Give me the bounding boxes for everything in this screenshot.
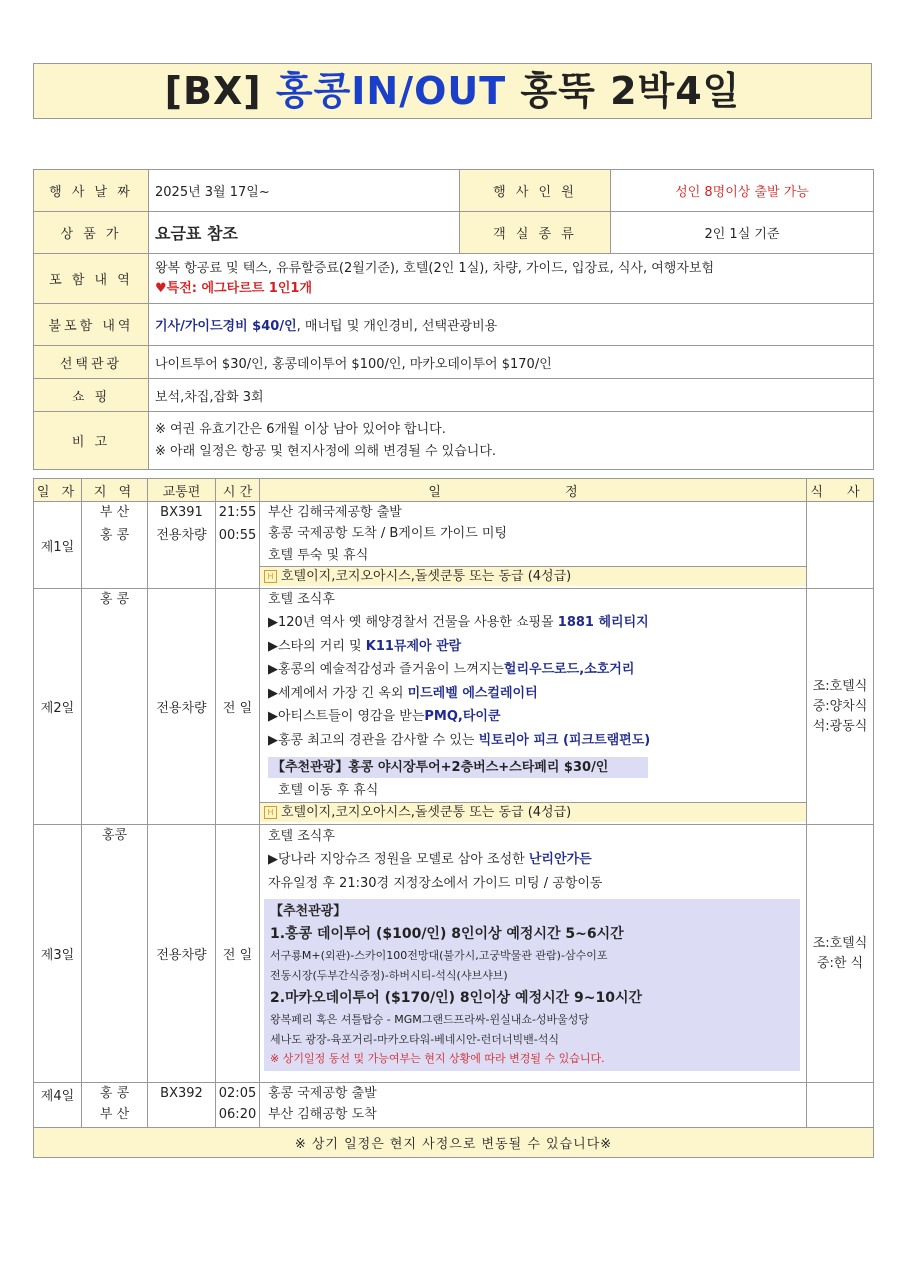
- day1-region1: 부 산: [99, 505, 130, 520]
- day3-bullet1: [260, 848, 806, 872]
- day2-bullet6-text: ▶홍콩 최고의 경관을 감사할 수 있는: [268, 732, 479, 748]
- hotel-icon: H: [264, 570, 277, 583]
- day4-line1: 홍콩 국제공항 출발: [268, 1086, 377, 1101]
- note-value: [149, 412, 874, 470]
- day3-rec-title: 【추천관광】: [270, 904, 347, 919]
- header-meal: 식 사: [807, 479, 874, 502]
- day2-bullet1-text: ▶120년 역사 옛 해양경찰서 건물을 사용한 쇼핑몰: [268, 615, 558, 630]
- schedule-table: [33, 478, 874, 1158]
- exclude-value: [149, 304, 874, 346]
- day3-region-text: 홍콩: [101, 828, 128, 843]
- note-label: 비 고: [34, 412, 149, 470]
- date-label: 행 사 날 짜: [34, 170, 149, 212]
- day2-hotel: [260, 802, 806, 822]
- room-value: 2인 1실 기준: [611, 212, 874, 254]
- day2-bullet4-text: ▶세계에서 가장 긴 옥외: [268, 685, 408, 701]
- header-day: 일 자: [34, 479, 82, 502]
- day2-region-text: 홍 콩: [99, 592, 130, 607]
- exclude-label: 불포함 내역: [34, 304, 149, 346]
- day2-bullet2-highlight: K11뮤제아 관람: [365, 638, 462, 654]
- day1-line3: 호텔 투숙 및 휴식: [268, 547, 369, 563]
- day4-itinerary: [260, 1083, 807, 1128]
- footer-note: ※ 상기 일정은 현지 사정으로 변동될 수 있습니다※: [34, 1128, 874, 1158]
- people-label: 행 사 인 원: [460, 170, 611, 212]
- day1-row: [34, 502, 874, 589]
- day4-line2: 부산 김해공항 도착: [268, 1107, 377, 1122]
- day2-bullet6-highlight: 빅토리아 피크 (피크트램편도): [478, 732, 651, 748]
- day2-bullet5-text: ▶아티스트들이 영감을 받는: [268, 709, 425, 724]
- day3-rec1: 1.홍콩 데이투어 ($100/인) 8인이상 예정시간 5~6시간: [270, 926, 624, 942]
- note-line2: ※ 아래 일정은 항공 및 현지사정에 의해 변경될 수 있습니다.: [155, 443, 497, 459]
- optional-value: 나이트투어 $30/인, 홍콩데이투어 $100/인, 마카오데이투어 $170/인: [149, 346, 874, 379]
- day2-itinerary: [260, 589, 807, 825]
- day2-bullet5: [260, 705, 806, 729]
- day4-region1: 홍 콩: [99, 1086, 130, 1101]
- day4-flight: BX392: [160, 1086, 203, 1101]
- day3-itinerary: [260, 825, 807, 1083]
- day1-transport: [148, 502, 216, 589]
- day3-rec-note: ※ 상기일정 동선 및 가능여부는 현지 상황에 따라 변경될 수 있습니다.: [270, 1052, 605, 1065]
- day1-region2: 홍 콩: [99, 527, 130, 543]
- day3-rec2-detail1: 왕복페리 혹은 셔틀탑승 - MGM그랜드프라싸-윈실내쇼-성바울성당: [270, 1013, 590, 1026]
- people-value: 성인 8명이상 출발 가능: [611, 170, 874, 212]
- exclude-rest: , 매너팁 및 개인경비, 선택관광비용: [296, 319, 498, 334]
- day2-bullet3: [260, 658, 806, 682]
- day1-time: [216, 502, 260, 589]
- day2-recommend: [260, 752, 806, 780]
- include-special: ♥특전: 에그타르트 1인1개: [155, 280, 313, 296]
- day2-bullet3-text: ▶홍콩의 예술적감성과 즐거움이 느껴지는: [268, 662, 504, 677]
- day1-label: 제1일: [34, 502, 82, 589]
- title-highlight: 홍콩IN/OUT: [275, 69, 507, 113]
- day2-meal: [807, 589, 874, 825]
- day1-hotel: [260, 566, 806, 586]
- include-value: [149, 254, 874, 304]
- day2-line-end: 호텔 이동 후 휴식: [278, 783, 379, 798]
- day2-meal3: 석:광동식: [812, 718, 868, 734]
- day3-rec2: 2.마카오데이투어 ($170/인) 8인이상 예정시간 9~10시간: [270, 990, 643, 1006]
- day2-bullet3-highlight: 헐리우드로드,소호거리: [503, 662, 635, 677]
- day3-region: [82, 825, 148, 1083]
- day2-region: [82, 589, 148, 825]
- day1-vehicle: 전용차량: [156, 527, 207, 543]
- day4-time2: 06:20: [218, 1107, 257, 1122]
- day3-row: [34, 825, 874, 1083]
- day2-hotel-text: 호텔이지,코지오아시스,돌셋쿤통 또는 동급 (4성급): [281, 805, 572, 820]
- day2-line1: 호텔 조식후: [268, 592, 335, 607]
- day1-hotel-text: 호텔이지,코지오아시스,돌셋쿤통 또는 동급 (4성급): [281, 569, 572, 585]
- hotel-icon: H: [264, 806, 277, 819]
- day3-bullet1-highlight: 난리안가든: [528, 852, 592, 867]
- day2-bullet4: [260, 682, 806, 706]
- day3-rec1-detail1: 서구룡M+(외관)-스카이100전망대(불가시,고궁박물관 관람)-삼수이포: [270, 949, 608, 962]
- day3-bullet1-text: ▶당나라 지앙슈즈 정원을 모델로 삼아 조성한: [268, 852, 529, 867]
- day4-region2: 부 산: [99, 1107, 130, 1122]
- day2-bullet2-text: ▶스타의 거리 및: [268, 638, 366, 654]
- day4-label: 제4일: [34, 1083, 82, 1128]
- day1-itinerary: [260, 502, 807, 589]
- day2-bullet6: [260, 729, 806, 753]
- day2-meal1: 조:호텔식: [812, 678, 868, 694]
- day3-time: 전 일: [216, 825, 260, 1083]
- date-value: 2025년 3월 17일~: [149, 170, 460, 212]
- day2-row: [34, 589, 874, 825]
- title-prefix: [BX]: [164, 69, 262, 113]
- note-line1: ※ 여권 유효기간은 6개월 이상 남아 있어야 합니다.: [155, 421, 446, 437]
- day3-vehicle: 전용차량: [148, 825, 216, 1083]
- day1-time2: 00:55: [218, 527, 257, 543]
- day4-transport: [148, 1083, 216, 1128]
- day1-time1: 21:55: [218, 505, 257, 520]
- include-line1: 왕복 항공료 및 텍스, 유류할증료(2월기준), 호텔(2인 1실), 차량, 가이드, 입장료, 식사, 여행자보험: [155, 260, 715, 276]
- day1-flight: BX391: [160, 505, 203, 520]
- day4-row: [34, 1083, 874, 1128]
- day2-bullet1: [260, 611, 806, 635]
- day3-meal2: 중:한 식: [816, 955, 864, 971]
- day4-time1: 02:05: [218, 1086, 257, 1101]
- day3-rec2-detail2: 세나도 광장-육포거리-마카오타워-베네시안-런더너빅밴-석식: [270, 1033, 559, 1046]
- exclude-highlight: 기사/가이드경비 $40/인: [155, 319, 297, 334]
- day2-bullet1-highlight: 1881 헤리티지: [557, 615, 649, 630]
- day3-meal1: 조:호텔식: [812, 935, 868, 951]
- include-label: 포 함 내 역: [34, 254, 149, 304]
- day2-bullet5-highlight: PMQ,타이쿤: [424, 709, 501, 724]
- price-value: 요금표 참조: [149, 212, 460, 254]
- day2-bullet2: [260, 635, 806, 659]
- header-itinerary: 일 정: [260, 479, 807, 502]
- page-title: [33, 63, 872, 119]
- header-time: 시 간: [216, 479, 260, 502]
- day4-meal: [807, 1083, 874, 1128]
- day3-meal: [807, 825, 874, 1083]
- day4-time: [216, 1083, 260, 1128]
- day2-meal2: 중:양차식: [812, 698, 868, 714]
- room-label: 객 실 종 류: [460, 212, 611, 254]
- day3-line2: 자유일정 후 21:30경 지정장소에서 가이드 미팅 / 공항이동: [268, 876, 603, 891]
- shopping-label: 쇼 핑: [34, 379, 149, 412]
- header-region: 지 역: [82, 479, 148, 502]
- title-suffix: 홍뚝 2박4일: [520, 69, 741, 113]
- day2-recommend-text: 【추천관광】홍콩 야시장투어+2층버스+스타페리 $30/인: [268, 757, 648, 778]
- day3-label: 제3일: [34, 825, 82, 1083]
- day2-time: 전 일: [216, 589, 260, 825]
- info-table: [33, 169, 874, 470]
- day2-bullet4-highlight: 미드레벨 에스컬레이터: [407, 685, 538, 701]
- day2-label: 제2일: [34, 589, 82, 825]
- optional-label: 선택관광: [34, 346, 149, 379]
- day1-line2: 홍콩 국제공항 도착 / B게이트 가이드 미팅: [268, 526, 508, 542]
- price-label: 상 품 가: [34, 212, 149, 254]
- day2-vehicle: 전용차량: [148, 589, 216, 825]
- day1-line1: 부산 김해국제공항 출발: [268, 505, 402, 520]
- day1-meal: [807, 502, 874, 589]
- shopping-value: 보석,차집,잡화 3회: [149, 379, 874, 412]
- day4-region: [82, 1083, 148, 1128]
- day1-region: [82, 502, 148, 589]
- header-transport: 교통편: [148, 479, 216, 502]
- day3-recommend-box: [264, 899, 800, 1071]
- day3-line1: 호텔 조식후: [268, 829, 335, 844]
- day3-rec1-detail2: 전동시장(두부간식증정)-하버시티-석식(샤브샤브): [270, 969, 508, 982]
